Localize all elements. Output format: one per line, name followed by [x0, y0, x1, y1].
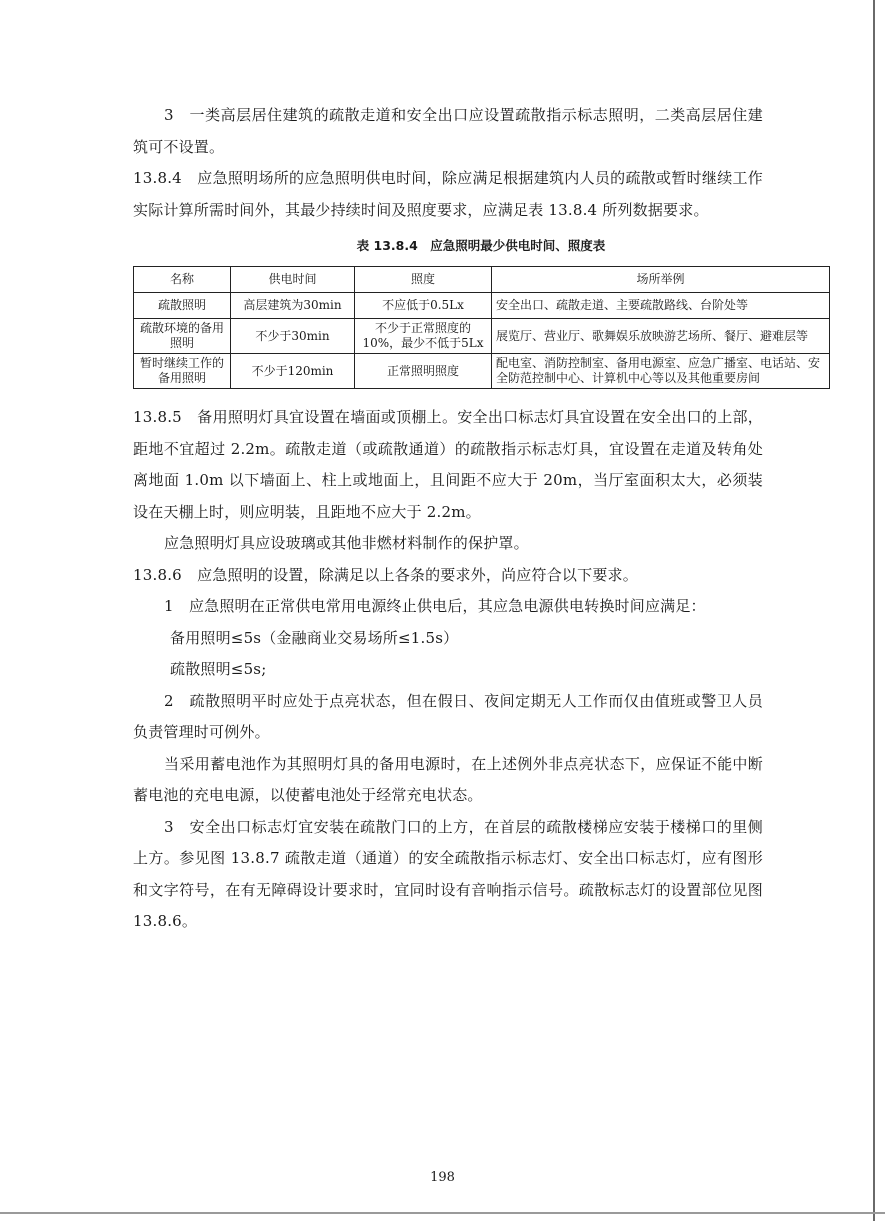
header-cell: 名称 — [134, 267, 231, 293]
formula-evacuation-lighting: 疏散照明≤5s; — [170, 660, 267, 678]
table-caption: 表 13.8.4 应急照明最少供电时间、照度表 — [356, 238, 606, 253]
page-number: 198 — [430, 1170, 455, 1185]
paragraph-13-8-6: 13.8.6 应急照明的设置，除满足以上各条的要求外，尚应符合以下要求。 — [133, 565, 638, 584]
page-right-border — [873, 0, 875, 1221]
paragraph-13-8-6-item-2: 2 疏散照明平时应处于点亮状态，但在假日、夜间定期无人工作而仅由值班或警卫人员负责管理时可例外。 — [133, 691, 763, 741]
table-cell: 高层建筑为30min — [231, 293, 355, 319]
paragraph-13-8-6-item-2-battery: 当采用蓄电池作为其照明灯具的备用电源时，在上述例外非点亮状态下，应保证不能中断蓄电池的充电电源，以使蓄电池处于经常充电状态。 — [133, 754, 763, 804]
table-row — [134, 354, 830, 389]
paragraph-13-8-5-protective-cover: 应急照明灯具应设玻璃或其他非燃材料制作的保护罩。 — [164, 534, 529, 552]
header-cell: 场所举例 — [492, 267, 830, 293]
table-cell: 正常照明照度 — [355, 354, 492, 389]
table-cell: 配电室、消防控制室、备用电源室、应急广播室、电话站、安全防范控制中心、计算机中心等以及其他重要房间 — [492, 354, 830, 389]
header-cell: 照度 — [355, 267, 492, 293]
paragraph-13-8-5: 13.8.5 备用照明灯具宜设置在墙面或顶棚上。安全出口标志灯具宜设置在安全出口的上部，距地不宜超过 2.2m。疏散走道（或疏散通道）的疏散指示标志灯具，宜设置在走道及转角处离地面 1.0m 以下墙面上、柱上或地面上，且间距不应大于 20m，当厅室面积太大，必须装设在天棚上时，则应明装，且距地不应大于 2.2m。 — [133, 408, 763, 521]
table-cell: 安全出口、疏散走道、主要疏散路线、台阶处等 — [492, 293, 830, 319]
formula-backup-lighting: 备用照明≤5s（金融商业交易场所≤1.5s） — [170, 628, 459, 647]
text-block-bottom — [133, 402, 763, 938]
table-cell: 不应低于0.5Lx — [355, 293, 492, 319]
table-row — [134, 319, 830, 354]
table-cell: 不少于120min — [231, 354, 355, 389]
table-cell: 不少于30min — [231, 319, 355, 354]
paragraph-13-8-4: 13.8.4 应急照明场所的应急照明供电时间，除应满足根据建筑内人员的疏散或暂时继续工作实际计算所需时间外，其最少持续时间及照度要求，应满足表 13.8.4 所列数据要求。 — [133, 169, 763, 219]
text-block-top — [133, 100, 763, 226]
emergency-lighting-table — [133, 266, 830, 389]
table-header-row — [134, 267, 830, 293]
table-cell: 不少于正常照度的10%，最少不低于5Lx — [355, 319, 492, 354]
paragraph-13-8-3-item-3: 3 一类高层居住建筑的疏散走道和安全出口应设置疏散指示标志照明，二类高层居住建筑可不设置。 — [133, 106, 763, 156]
page-bottom-border — [0, 1212, 885, 1214]
paragraph-13-8-6-item-3: 3 安全出口标志灯宜安装在疏散门口的上方，在首层的疏散楼梯应安装于楼梯口的里侧上方。参见图 13.8.7 疏散走道（通道）的安全疏散指示标志灯、安全出口标志灯，应有图形和文字符号，在有无障碍设计要求时，宜同时设有音响指示信号。疏散标志灯的设置部位见图 13.8.6。 — [133, 817, 763, 930]
table-cell: 疏散环境的备用照明 — [134, 319, 231, 354]
table-cell: 疏散照明 — [134, 293, 231, 319]
table-cell: 暂时继续工作的备用照明 — [134, 354, 231, 389]
table-cell: 展览厅、营业厅、歌舞娱乐放映游艺场所、餐厅、避难层等 — [492, 319, 830, 354]
paragraph-13-8-6-item-1: 1 应急照明在正常供电常用电源终止供电后，其应急电源供电转换时间应满足： — [164, 597, 706, 615]
table-row — [134, 293, 830, 319]
header-cell: 供电时间 — [231, 267, 355, 293]
